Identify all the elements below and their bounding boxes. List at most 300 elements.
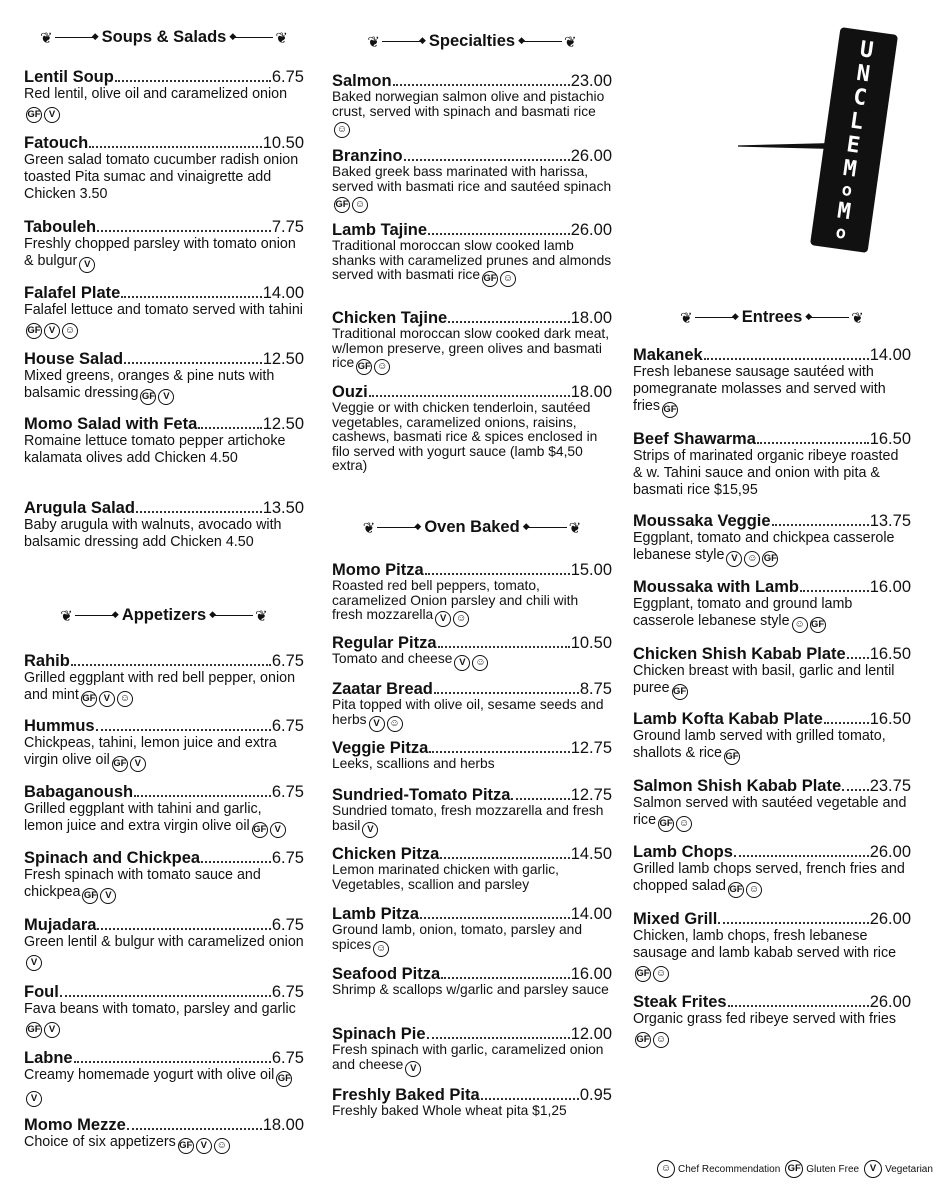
item-name: Falafel Plate (24, 284, 121, 302)
item-description-text: Fresh spinach with tomato sauce and chickpea (24, 867, 261, 900)
item-description (633, 795, 911, 832)
gluten-free-icon: GF (26, 1022, 42, 1038)
item-header (24, 1116, 304, 1134)
menu-item (633, 645, 911, 700)
item-header (332, 739, 612, 757)
item-price: 6.75 (271, 1049, 304, 1067)
menu-item (332, 561, 612, 627)
item-description-text: Freshly baked Whole wheat pita $1,25 (332, 1103, 567, 1118)
dot-leader (842, 789, 869, 791)
item-description-text: Tomato and cheese (332, 651, 453, 666)
item-name: Chicken Shish Kabab Plate (633, 645, 846, 663)
vegetarian-icon: V (44, 323, 60, 339)
logo-letter: N (854, 60, 872, 88)
item-header (332, 383, 612, 401)
menu-item (633, 993, 911, 1048)
item-description (24, 801, 304, 838)
item-description-text: Traditional moroccan slow cooked dark meat, w/lemon preserve, green olives and basmati rice (332, 326, 610, 371)
chef-recommendation-icon: ☺ (500, 271, 516, 287)
item-header (332, 786, 612, 804)
item-description-text: Choice of six appetizers (24, 1134, 176, 1150)
dot-leader (428, 233, 570, 235)
menu-item (332, 147, 612, 213)
dot-leader (728, 1005, 869, 1007)
gluten-free-icon: GF (658, 816, 674, 832)
item-price: 7.75 (271, 218, 304, 236)
item-header (633, 843, 911, 861)
chef-recommendation-icon: ☺ (334, 122, 350, 138)
menu-item (332, 309, 612, 375)
item-description-text: Fresh lebanese sausage sautéed with pomegranate molasses and served with fries (633, 364, 886, 414)
menu-item (332, 634, 612, 671)
dot-leader (440, 857, 569, 859)
item-price: 18.00 (262, 1116, 304, 1134)
item-description-text: Leeks, scallions and herbs (332, 756, 495, 771)
menu-item (633, 843, 911, 898)
item-description (24, 236, 304, 273)
vegetarian-icon: V (44, 1022, 60, 1038)
item-description (332, 923, 612, 957)
item-name: Hummus (24, 717, 95, 735)
vegetarian-icon: V (100, 888, 116, 904)
chef-recommendation-icon: ☺ (676, 816, 692, 832)
logo-letter: o (834, 222, 848, 244)
menu-item (24, 415, 304, 467)
menu-item (633, 346, 911, 418)
item-description (633, 596, 911, 633)
menu-item (332, 72, 612, 138)
item-price: 14.00 (570, 905, 612, 923)
item-price: 15.00 (570, 561, 612, 579)
item-price: 26.00 (869, 993, 911, 1011)
menu-item (24, 916, 304, 971)
section-title: Soups & Salads (101, 28, 227, 46)
item-header (633, 512, 911, 530)
flourish-icon: ❦ (680, 309, 693, 327)
item-name: Veggie Pitza (332, 739, 429, 757)
item-price: 6.75 (271, 916, 304, 934)
dot-leader (134, 795, 271, 797)
dot-leader (425, 573, 570, 575)
item-price: 12.75 (570, 786, 612, 804)
item-description-text: Freshly chopped parsley with tomato onion & bulgur (24, 236, 296, 269)
item-description-text: Baked greek bass marinated with harissa, served with basmati rice and sautéed spinach (332, 164, 612, 194)
item-name: Branzino (332, 147, 403, 165)
gluten-free-icon: GF (635, 966, 651, 982)
item-description (24, 302, 304, 339)
chef-recommendation-icon: ☺ (744, 551, 760, 567)
item-description (332, 1043, 612, 1077)
dot-leader (89, 146, 262, 148)
section-header-soups-salads (24, 28, 304, 47)
menu-item (633, 512, 911, 567)
menu-item (332, 905, 612, 957)
item-name: Ouzi (332, 383, 368, 401)
item-description-text: Sundried tomato, fresh mozzarella and fresh basil (332, 803, 604, 833)
menu-item (633, 430, 911, 499)
vegetarian-icon: V (99, 691, 115, 707)
gluten-free-icon: GF (762, 551, 778, 567)
item-name: Mixed Grill (633, 910, 718, 928)
dot-leader (121, 296, 261, 298)
vegetarian-icon: V (26, 1091, 42, 1107)
item-description-text: Creamy homemade yogurt with olive oil (24, 1067, 275, 1083)
dot-leader (96, 729, 271, 731)
item-price: 13.50 (262, 499, 304, 517)
flourish-icon: ❦ (255, 607, 268, 625)
logo-letter: o (840, 179, 854, 202)
item-price: 12.75 (570, 739, 612, 757)
item-description (332, 983, 612, 998)
dot-leader (718, 922, 868, 924)
dot-leader (393, 84, 570, 86)
item-description (633, 928, 911, 982)
item-description (24, 1067, 304, 1107)
gluten-free-icon: GF (26, 107, 42, 123)
item-price: 13.75 (869, 512, 911, 530)
menu-item (332, 1086, 612, 1119)
item-name: Babaganoush (24, 783, 134, 801)
item-price: 10.50 (570, 634, 612, 652)
item-header (24, 983, 304, 1001)
menu-item (633, 777, 911, 832)
dot-leader (97, 928, 270, 930)
item-description (633, 364, 911, 418)
logo-letter: E (844, 132, 862, 159)
dot-leader (704, 358, 869, 360)
item-description (633, 663, 911, 700)
gluten-free-icon: GF (810, 617, 826, 633)
vegetarian-icon: V (196, 1138, 212, 1154)
menu-item (332, 786, 612, 838)
item-description (332, 804, 612, 838)
dot-leader (115, 80, 271, 82)
item-description-text: Ground lamb, onion, tomato, parsley and spices (332, 922, 583, 952)
item-header (332, 680, 612, 698)
menu-item (24, 1049, 304, 1107)
item-header (332, 72, 612, 90)
item-description-text: Baked norwegian salmon olive and pistachio crust, served with spinach and basmati rice (332, 89, 605, 119)
section-header-oven-baked (332, 518, 612, 537)
item-name: Arugula Salad (24, 499, 135, 517)
dot-leader (124, 362, 262, 364)
item-price: 16.50 (869, 710, 911, 728)
item-description (332, 165, 612, 213)
item-description (633, 861, 911, 898)
dot-leader (420, 917, 570, 919)
logo-letter: U (858, 37, 875, 64)
dot-leader (438, 646, 570, 648)
item-name: Chicken Pitza (332, 845, 440, 863)
gluten-free-icon: GF (662, 402, 678, 418)
item-description (24, 433, 304, 467)
section-header-entrees (633, 308, 911, 327)
item-price: 6.75 (271, 717, 304, 735)
item-description (332, 1104, 612, 1119)
item-description (24, 934, 304, 971)
section-title: Appetizers (121, 606, 207, 624)
menu-item (24, 1116, 304, 1154)
item-description-text: Lemon marinated chicken with garlic, Vegetables, scallion and parsley (332, 862, 559, 892)
item-description-text: Baby arugula with walnuts, avocado with balsamic dressing add Chicken 4.50 (24, 517, 282, 550)
item-description-text: Chicken breast with basil, garlic and lentil puree (633, 663, 895, 696)
item-price: 16.50 (869, 645, 911, 663)
vegetarian-icon: V (44, 107, 60, 123)
flourish-icon: ❦ (362, 519, 376, 537)
item-name: Mujadara (24, 916, 97, 934)
menu-item (332, 383, 612, 474)
item-price: 16.00 (570, 965, 612, 983)
dot-leader (434, 692, 579, 694)
item-header (332, 147, 612, 165)
menu-item (24, 849, 304, 904)
section-title: Specialties (428, 32, 516, 50)
item-description (332, 863, 612, 892)
item-price: 6.75 (271, 652, 304, 670)
menu-item (633, 910, 911, 982)
menu-item (332, 739, 612, 772)
chef-recommendation-icon: ☺ (117, 691, 133, 707)
chef-recommendation-icon: ☺ (792, 617, 808, 633)
chef-recommendation-icon: ☺ (453, 611, 469, 627)
item-description-text: Pita topped with olive oil, sesame seeds and herbs (332, 697, 604, 727)
gluten-free-icon: GF (112, 756, 128, 772)
item-price: 16.00 (869, 578, 911, 596)
item-description (24, 1001, 304, 1038)
item-description-text: Organic grass fed ribeye served with fries (633, 1011, 897, 1027)
item-description (633, 728, 911, 765)
legend-chef-label: Chef Recommendation (678, 1163, 781, 1175)
menu-item (332, 965, 612, 998)
item-name: Freshly Baked Pita (332, 1086, 480, 1104)
dot-leader (481, 1098, 579, 1100)
item-price: 23.75 (869, 777, 911, 795)
item-description (24, 152, 304, 203)
menu-item (332, 1025, 612, 1077)
dot-leader (97, 230, 271, 232)
logo-letter: M (835, 198, 853, 226)
item-description-text: Falafel lettuce and tomato served with tahini (24, 302, 303, 318)
chef-recommendation-icon: ☺ (746, 882, 762, 898)
item-price: 12.50 (262, 350, 304, 368)
menu-item (24, 218, 304, 273)
item-header (633, 710, 911, 728)
chef-recommendation-icon: ☺ (214, 1138, 230, 1154)
item-description (332, 652, 612, 671)
item-name: Spinach and Chickpea (24, 849, 201, 867)
section-title: Oven Baked (424, 518, 520, 536)
flourish-icon: ❦ (851, 309, 864, 327)
item-description (332, 239, 612, 287)
item-header (332, 1086, 612, 1104)
item-header (633, 346, 911, 364)
vegetarian-icon: V (405, 1061, 421, 1077)
menu-item (24, 499, 304, 551)
gluten-free-icon: GF (724, 749, 740, 765)
item-description-text: Eggplant, tomato and ground lamb casserole lebanese style (633, 596, 853, 629)
flourish-icon: ❦ (568, 519, 582, 537)
vegetarian-icon: V (454, 655, 470, 671)
item-header (24, 783, 304, 801)
item-description (332, 579, 612, 627)
item-price: 26.00 (869, 910, 911, 928)
item-price: 12.50 (262, 415, 304, 433)
vegetarian-icon: V (270, 822, 286, 838)
menu-item (24, 783, 304, 838)
item-description-text: Salmon served with sautéed vegetable and rice (633, 795, 907, 828)
item-description-text: Fava beans with tomato, parsley and garlic (24, 1001, 296, 1017)
item-description (24, 867, 304, 904)
menu-item (24, 68, 304, 123)
item-price: 26.00 (570, 221, 612, 239)
menu-item (24, 350, 304, 405)
item-name: Makanek (633, 346, 703, 364)
item-name: Sundried-Tomato Pitza (332, 786, 511, 804)
gluten-free-icon: GF (81, 691, 97, 707)
item-header (24, 717, 304, 735)
dot-leader (429, 751, 569, 753)
item-header (24, 916, 304, 934)
vegetarian-icon: V (435, 611, 451, 627)
item-header (24, 68, 304, 86)
item-name: Zaatar Bread (332, 680, 433, 698)
item-price: 16.50 (869, 430, 911, 448)
item-description-text: Traditional moroccan slow cooked lamb shanks with caramelized prunes and almonds served with basmati rice (332, 238, 612, 283)
item-description (24, 368, 304, 405)
item-name: Momo Mezze (24, 1116, 126, 1134)
flourish-icon: ❦ (275, 29, 288, 47)
item-header (332, 634, 612, 652)
item-name: Foul (24, 983, 59, 1001)
chef-recommendation-icon: ☺ (374, 359, 390, 375)
item-header (24, 350, 304, 368)
menu-item (24, 983, 304, 1038)
dot-leader (404, 159, 570, 161)
item-description-text: Green lentil & bulgur with caramelized onion (24, 934, 304, 950)
flourish-icon: ❦ (367, 33, 380, 51)
item-description (332, 90, 612, 138)
item-price: 6.75 (271, 783, 304, 801)
gluten-free-icon: GF (26, 323, 42, 339)
item-name: Spinach Pie (332, 1025, 426, 1043)
dot-leader (824, 722, 869, 724)
vegetarian-icon: V (864, 1160, 882, 1178)
dot-leader (800, 590, 869, 592)
item-name: Tabouleh (24, 218, 97, 236)
item-header (633, 578, 911, 596)
item-description-text: Fresh spinach with garlic, caramelized onion and cheese (332, 1042, 604, 1072)
flourish-icon: ❦ (60, 607, 73, 625)
section-header-appetizers (24, 606, 304, 625)
gluten-free-icon: GF (82, 888, 98, 904)
chef-recommendation-icon: ☺ (657, 1160, 675, 1178)
dot-leader (441, 977, 570, 979)
item-price: 14.50 (570, 845, 612, 863)
vegetarian-icon: V (726, 551, 742, 567)
legend-vegetarian-label: Vegetarian (885, 1163, 933, 1175)
item-description-text: Grilled eggplant with red bell pepper, onion and mint (24, 670, 296, 703)
item-description-text: Ground lamb served with grilled tomato, shallots & rice (633, 728, 886, 761)
item-description-text: Chickpeas, tahini, lemon juice and extra virgin olive oil (24, 735, 277, 768)
item-description (633, 530, 911, 567)
chef-recommendation-icon: ☺ (387, 716, 403, 732)
item-description (332, 401, 612, 474)
uncle-momo-logo (810, 27, 898, 253)
menu-item (24, 284, 304, 339)
item-description (24, 517, 304, 551)
gluten-free-icon: GF (672, 684, 688, 700)
item-price: 10.50 (262, 134, 304, 152)
item-description-text: Roasted red bell peppers, tomato, caramelized Onion parsley and chili with fresh mozzarella (332, 578, 579, 623)
item-price: 6.75 (271, 849, 304, 867)
item-header (633, 430, 911, 448)
item-name: Seafood Pitza (332, 965, 441, 983)
gluten-free-icon: GF (334, 197, 350, 213)
gluten-free-icon: GF (276, 1071, 292, 1087)
item-header (332, 221, 612, 239)
gluten-free-icon: GF (635, 1032, 651, 1048)
dot-leader (127, 1128, 262, 1130)
logo-letter: L (848, 108, 865, 135)
item-name: Moussaka Veggie (633, 512, 771, 530)
dot-leader (772, 524, 869, 526)
item-name: Beef Shawarma (633, 430, 756, 448)
item-header (24, 218, 304, 236)
menu-item (332, 221, 612, 287)
item-description (24, 670, 304, 707)
section-header-specialties (332, 32, 612, 51)
vegetarian-icon: V (130, 756, 146, 772)
dot-leader (201, 861, 271, 863)
item-header (332, 905, 612, 923)
gluten-free-icon: GF (178, 1138, 194, 1154)
item-description (633, 1011, 911, 1048)
item-header (633, 993, 911, 1011)
item-header (24, 1049, 304, 1067)
menu-item (332, 845, 612, 892)
item-name: Labne (24, 1049, 73, 1067)
item-header (332, 845, 612, 863)
item-description-text: Grilled eggplant with tahini and garlic, lemon juice and extra virgin olive oil (24, 801, 262, 834)
item-header (24, 652, 304, 670)
chef-recommendation-icon: ☺ (352, 197, 368, 213)
chef-recommendation-icon: ☺ (373, 941, 389, 957)
menu-item (633, 710, 911, 765)
menu-item (633, 578, 911, 633)
menu-item (24, 717, 304, 772)
item-name: Salmon (332, 72, 392, 90)
item-header (332, 965, 612, 983)
menu-item (332, 680, 612, 732)
dot-leader (60, 995, 271, 997)
item-description-text: Veggie or with chicken tenderloin, sautéed vegetables, caramelized onions, raisins, cashews, basmati rice & spices enclosed in filo served with yogurt sauce (lamb $4,50 extra) (332, 400, 598, 474)
item-name: Lentil Soup (24, 68, 114, 86)
item-header (24, 499, 304, 517)
item-header (633, 777, 911, 795)
item-description (633, 448, 911, 499)
gluten-free-icon: GF (728, 882, 744, 898)
logo-letter: C (851, 84, 869, 112)
item-header (24, 849, 304, 867)
dot-leader (847, 657, 869, 659)
vegetarian-icon: V (362, 822, 378, 838)
item-description (332, 698, 612, 732)
item-description-text: Shrimp & scallops w/garlic and parsley sauce (332, 982, 609, 997)
dot-leader (71, 664, 271, 666)
dot-leader (757, 442, 869, 444)
item-price: 26.00 (869, 843, 911, 861)
vegetarian-icon: V (369, 716, 385, 732)
